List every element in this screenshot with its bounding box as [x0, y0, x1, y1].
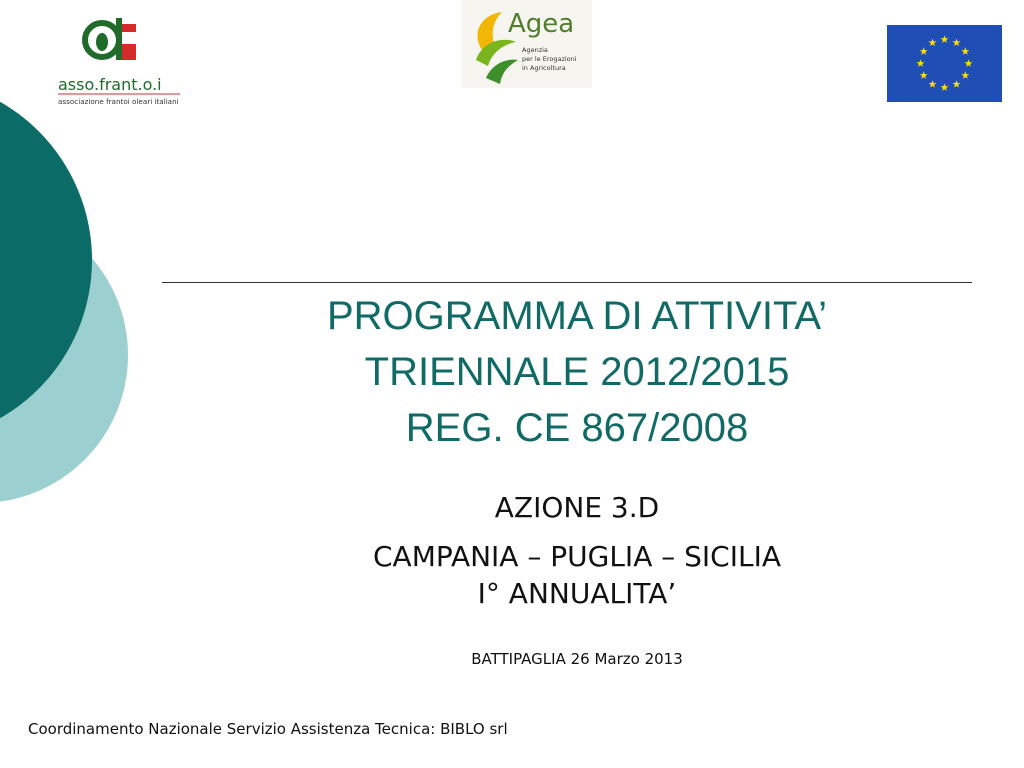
agea-tagline-3: in Agricoltura: [522, 64, 566, 72]
title-line-3: REG. CE 867/2008: [405, 406, 749, 450]
assofrantoi-wordmark: asso.frant.o.i: [58, 75, 162, 94]
title-line-1: PROGRAMMA DI ATTIVITA’: [326, 294, 828, 338]
place-date: BATTIPAGLIA 26 Marzo 2013: [471, 650, 683, 668]
title-line-2: TRIENNALE 2012/2015: [364, 350, 790, 394]
assofrantoi-tagline: associazione frantoi oleari italiani: [58, 97, 179, 106]
subtitle: [262, 488, 892, 612]
assofrantoi-logo: [56, 14, 182, 110]
subtitle-annualita: I° ANNUALITA’: [477, 577, 677, 610]
page-title: [162, 288, 992, 456]
agea-logo: [462, 0, 592, 88]
eu-flag-icon: [887, 25, 1002, 102]
agea-tagline-1: Agenzia: [522, 46, 548, 54]
footer-credit: Coordinamento Nazionale Servizio Assistenza Tecnica: BIBLO srl: [28, 720, 508, 738]
subtitle-regions: CAMPANIA – PUGLIA – SICILIA: [372, 540, 781, 573]
subtitle-azione: AZIONE 3.D: [494, 491, 660, 524]
agea-tagline-2: per le Erogazioni: [522, 55, 577, 63]
agea-wordmark: Agea: [508, 9, 575, 39]
title-rule: [162, 282, 972, 283]
